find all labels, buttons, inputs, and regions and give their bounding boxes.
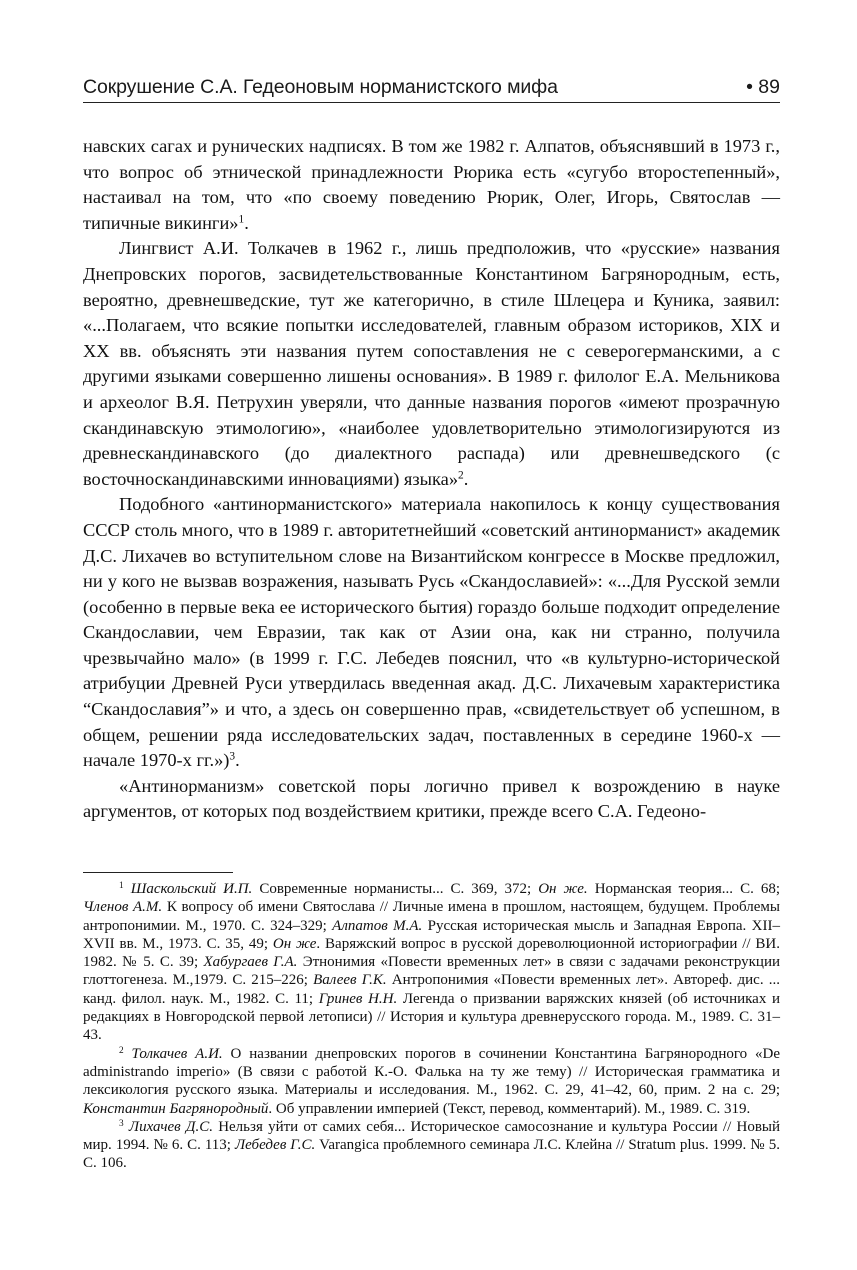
footnote bbox=[83, 1118, 780, 1173]
citation-author: Гринев Н.Н. bbox=[318, 990, 398, 1007]
footnote-ref: 2 bbox=[119, 1045, 124, 1056]
footnotes bbox=[83, 880, 780, 1173]
text-run: Легенда о призвании варяжских князей (об источниках и редакциях в Новгородской первой летописи) // История и культура древнерусского города. М., 1989. С. 31–43. bbox=[83, 990, 781, 1044]
citation-author: Лихачев Д.С. bbox=[128, 1118, 213, 1135]
text-run: Антропонимия «Повести временных лет». Автореф. дис. ... канд. филол. наук. М., 1982. С. 11; bbox=[83, 972, 780, 1007]
text-run: «Антинорманизм» советской поры логично привел к возрождению в науке аргументов, от которых под воздействием критики, прежде всего С.А. Гедеоно- bbox=[83, 775, 780, 822]
text-run: навских сагах и рунических надписях. В том же 1982 г. Алпатов, объяснявший в 1973 г., что вопрос об этнической принадлежности Рюрика есть «сугубо второстепенный», настаивал на том, что «по своему поведению Рюрик, Олег, Игорь, Святослав — типичные викинги» bbox=[83, 136, 780, 233]
text-run: Этнонимия «Повести временных лет» в связи с задачами реконструкции глоттогенеза. М.,1979. С. 215–226; bbox=[83, 954, 781, 989]
text-run: Лингвист А.И. Толкачев в 1962 г., лишь предположив, что «русские» названия Днепровских порогов, засвидетельствованные Константином Багрянородным, есть, вероятно, древнешведские, тут же категорично, в стиле Шлецера и Куника, заявил: «...Полагаем, что всякие попытки исследователей, главным образом историков, XIX и XX вв. объяснять эти названия путем сопоставления не с северогерманскими, а с другими языками совершенно лишены основания». В 1989 г. филолог Е.А. Мельникова и археолог В.Я. Петрухин уверяли, что данные названия порогов «имеют прозрачную скандинавскую этимологию», «наиболее удовлетворительно этимологизируются из древнескандинавского (до диалектного распада) или древнешведского (с восточноскандинавскими инновациями) языка» bbox=[83, 238, 780, 489]
paragraph bbox=[83, 774, 780, 825]
text-run: . Об управлении империей (Текст, перевод, комментарий). М., 1989. С. 319. bbox=[268, 1100, 751, 1117]
footnote-ref: 3 bbox=[119, 1118, 124, 1129]
text-run: Varangica проблемного семинара Л.С. Клейна // Stratum plus. 1999. № 5. С. 106. bbox=[83, 1137, 780, 1172]
footnote bbox=[83, 1045, 780, 1118]
paragraph bbox=[83, 492, 780, 774]
text-run: О названии днепровских порогов в сочинении Константина Багрянородного «De administrando imperio» (В связи с работой К.-О. Фалька на ту же тему) // Историческая грамматика и лексикология русского языка. Материалы и исследования. М., 1962. С. 29, 41–42, 60, прим. 2 на с. 29; bbox=[83, 1045, 781, 1099]
text-run: К вопросу об имени Святослава // Личные имена в прошлом, настоящем, будущем. Проблемы антропонимии. М., 1970. С. 324–329; bbox=[83, 899, 780, 934]
citation-author: Членов А.М. bbox=[83, 899, 163, 916]
citation-author: Лебедев Г.С. bbox=[234, 1137, 316, 1154]
text-run: . bbox=[235, 750, 240, 771]
citation-author: Валеев Г.К. bbox=[313, 972, 387, 989]
citation-author: Он же bbox=[272, 935, 317, 952]
running-header bbox=[83, 74, 780, 103]
citation-author: Он же. bbox=[538, 881, 588, 897]
text-run: Русская историческая мысль и Западная Европа. XII–XVII вв. М., 1973. С. 35, 49; bbox=[83, 917, 780, 952]
footnote-ref: 2 bbox=[458, 469, 464, 482]
paragraph bbox=[83, 236, 780, 492]
footnote-ref: 3 bbox=[229, 750, 236, 763]
text-run: Современные норманисты... С. 369, 372; bbox=[252, 881, 539, 897]
footnote-separator bbox=[83, 872, 233, 873]
running-header-title: Сокрушение С.А. Гедеоновым норманистского мифа bbox=[83, 76, 558, 98]
text-run bbox=[124, 1046, 132, 1062]
footnote-ref: 1 bbox=[238, 213, 245, 226]
text-run bbox=[124, 881, 131, 897]
citation-author: Шаскольский И.П. bbox=[130, 881, 253, 897]
page-number: • 89 bbox=[746, 76, 780, 98]
footnote bbox=[83, 880, 780, 1045]
text-run: Подобного «антинорманистского» материала накопилось к концу существования СССР столь много, что в 1989 г. авторитетнейший «советский антинорманист» академик Д.С. Лихачев во вступительном слове на Византийском конгрессе в Москве предложил, ни у кого не вызвав возражения, называть Русь «Скандославией»: «...Для Русской земли (особенно в первые века ее исторического бытия) гораздо больше подходит определение Скандославии, чем Евразии, так как от Азии она, как ни странно, получила чрезвычайно мало» (в 1999 г. Г.С. Лебедев пояснил, что «в культурно-исторической атрибуции Древней Руси утвердилась введенная акад. Д.С. Лихачевым характеристика “Скандославия”» и что, а здесь он совершенно прав, «свидетельствует об успешном, в общем, решении ряда исследовательских задач, поставленных в середине 1960-х — начале 1970-х гг.») bbox=[83, 494, 780, 771]
paragraph bbox=[83, 134, 780, 236]
text-run: . bbox=[463, 468, 469, 489]
text-run: . bbox=[244, 212, 249, 233]
text-run: . Варяжский вопрос в русской дореволюционной историографии // ВИ. 1982. № 5. С. 39; bbox=[83, 935, 780, 971]
text-run: Нельзя уйти от самих себя... Историческое самосознание и культура России // Новый мир. 1994. № 6. С. 113; bbox=[83, 1118, 781, 1154]
text-run: Норманская теория... С. 68; bbox=[587, 881, 781, 897]
citation-author: Константин Багрянородный bbox=[83, 1100, 269, 1117]
citation-author: Толкачев А.И. bbox=[131, 1045, 223, 1062]
citation-author: Хабургаев Г.А. bbox=[203, 954, 298, 971]
citation-author: Алпатов М.А. bbox=[332, 917, 423, 934]
main-text bbox=[83, 134, 780, 825]
footnote-ref: 1 bbox=[119, 880, 124, 891]
